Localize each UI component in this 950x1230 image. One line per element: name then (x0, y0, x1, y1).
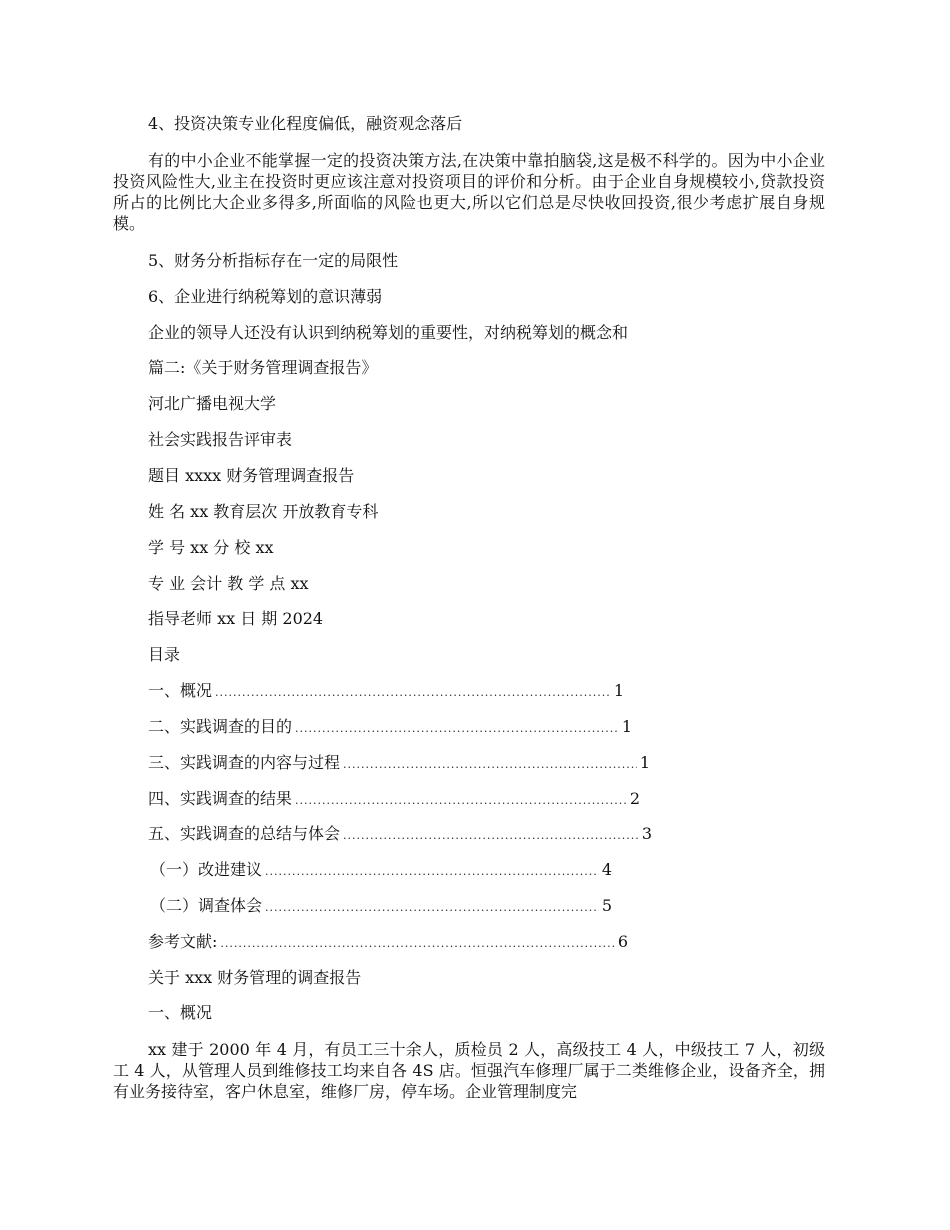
toc-leader-dots (265, 898, 599, 918)
toc-item-results[interactable] (148, 789, 640, 809)
toc-item-page: 1 (621, 717, 632, 736)
info-topic: 题目 xxxx 财务管理调查报告 (148, 466, 355, 485)
section4-paragraph: 有的中小企业不能掌握一定的投资决策方法,在决策中靠拍脑袋,这是极不科学的。因为中小企业投资风险性大,业主在投资时更应该注意对投资项目的评价和分析。由于企业自身规模较小,贷款投资所占的比例比大企业多得多,所面临的风险也更大,所以它们总是尽快收回投资,很少考虑扩展自身规模。 (113, 151, 825, 233)
section4-heading: 4、投资决策专业化程度偏低，融资观念落后 (148, 114, 463, 133)
info-student-id: 学 号 xx 分 校 xx (148, 538, 274, 557)
toc-item-page: 5 (601, 896, 612, 915)
toc-leader-dots (215, 683, 611, 703)
toc-leader-dots (220, 934, 614, 954)
overview-paragraph: xx 建于 2000 年 4 月，有员工三十余人，质检员 2 人，高级技工 4 人，中级技工 7 人，初级工 4 人，从管理人员到维修技工均来自各 4S 店。恒强汽车修理厂属于二类维修企业，设备齐全，拥有业务接待室，客户休息室，维修厂房，停车场。企业管理制度完 (113, 1040, 825, 1101)
section5-heading: 5、财务分析指标存在一定的局限性 (148, 251, 399, 270)
section6-text: 企业的领导人还没有认识到纳税筹划的重要性，对纳税筹划的概念和 (148, 323, 629, 342)
toc-leader-dots (295, 791, 627, 811)
info-advisor: 指导老师 xx 日 期 2024 (148, 609, 324, 628)
toc-item-content-process[interactable] (148, 753, 650, 773)
toc-item-label: 二、实践调查的目的 (148, 717, 293, 736)
toc-leader-dots (295, 719, 619, 739)
toc-item-summary[interactable] (148, 824, 652, 844)
toc-item-label: 一、概况 (148, 681, 213, 700)
section6-heading: 6、企业进行纳税筹划的意识薄弱 (148, 287, 383, 306)
toc-item-experience[interactable] (150, 896, 612, 916)
toc-item-page: 1 (639, 753, 650, 772)
toc-item-label: 三、实践调查的内容与过程 (148, 753, 341, 772)
toc-item-label: 五、实践调查的总结与体会 (148, 824, 341, 843)
toc-item-label: （二）调查体会 (150, 896, 263, 915)
toc-leader-dots (343, 826, 639, 846)
toc-item-label: 参考文献: (148, 932, 218, 951)
info-name: 姓 名 xx 教育层次 开放教育专科 (148, 502, 379, 521)
toc-item-references[interactable] (148, 932, 628, 952)
toc-item-page: 2 (629, 789, 640, 808)
toc-item-page: 4 (601, 860, 612, 879)
toc-leader-dots (265, 862, 599, 882)
form-title: 社会实践报告评审表 (148, 430, 293, 449)
toc-item-page: 1 (613, 681, 624, 700)
toc-item-label: （一）改进建议 (150, 860, 263, 879)
toc-item-page: 3 (641, 824, 652, 843)
toc-item-label: 四、实践调查的结果 (148, 789, 293, 808)
info-major: 专 业 会计 教 学 点 xx (148, 574, 309, 593)
toc-item-overview[interactable] (148, 681, 624, 701)
toc-item-suggestions[interactable] (150, 860, 612, 880)
report-title: 关于 xxx 财务管理的调查报告 (148, 968, 362, 987)
toc-item-purpose[interactable] (148, 717, 632, 737)
university-name: 河北广播电视大学 (148, 394, 277, 413)
toc-title: 目录 (148, 645, 181, 664)
overview-heading: 一、概况 (148, 1003, 213, 1022)
part-title: 篇二:《关于财务管理调查报告》 (148, 358, 378, 377)
toc-leader-dots (343, 755, 637, 775)
toc-item-page: 6 (617, 932, 628, 951)
